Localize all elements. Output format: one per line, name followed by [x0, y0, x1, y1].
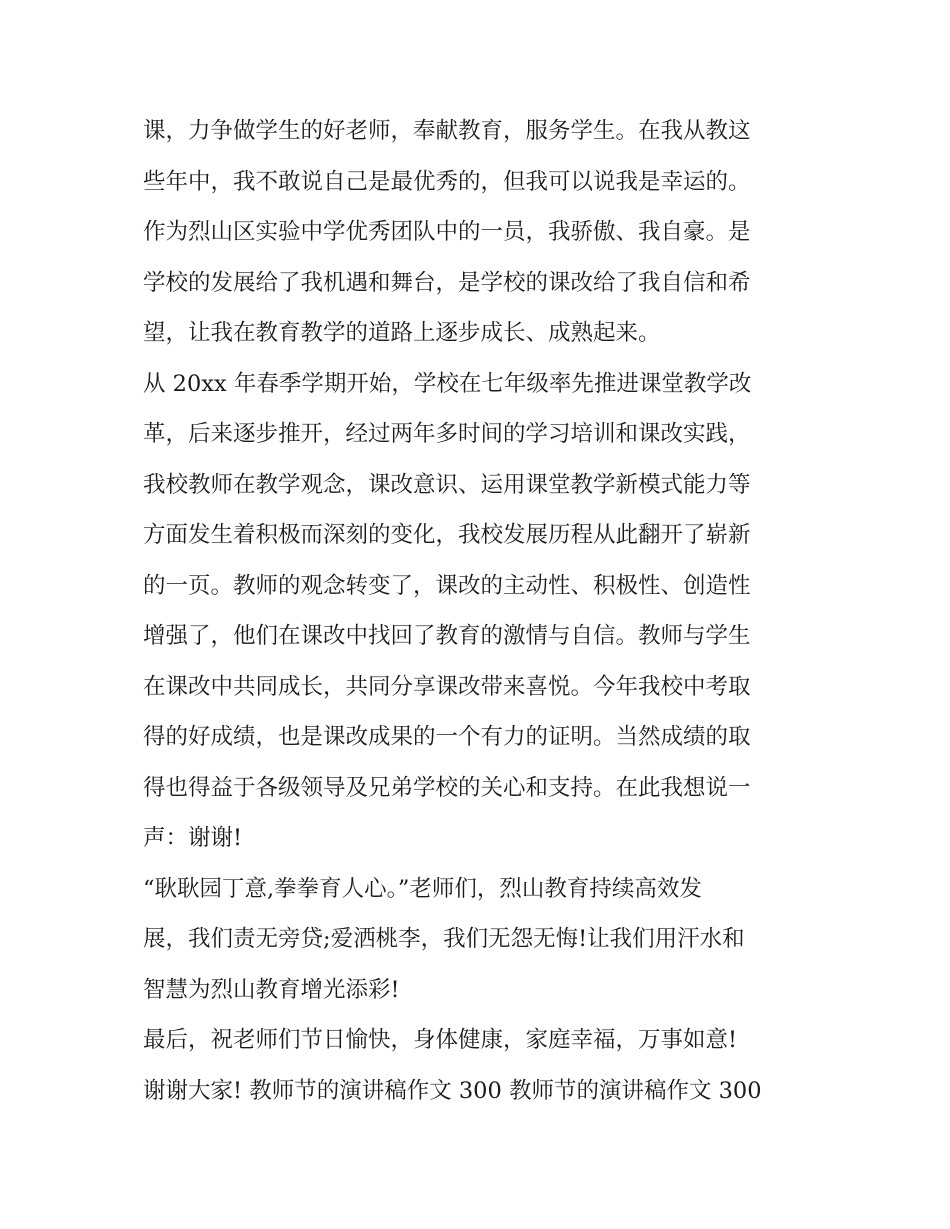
text-line: 学校的发展给了我机遇和舞台，是学校的课改给了我自信和希	[143, 269, 751, 296]
text-line: 望，让我在教育教学的道路上逐步成长、成熟起来。	[143, 320, 661, 346]
text-line: 我校教师在教学观念，课改意识、运用课堂教学新模式能力等	[143, 471, 751, 498]
text-line: 从 20xx 年春季学期开始，学校在七年级率先推进课堂教学改	[143, 370, 752, 397]
text-line: 的一页。教师的观念转变了，课改的主动性、积极性、创造性	[143, 572, 751, 599]
document-body	[143, 106, 823, 1116]
text-line: 革，后来逐步推开，经过两年多时间的学习培训和课改实践，	[143, 421, 751, 447]
text-line: 声：谢谢!	[143, 825, 243, 851]
text-line: 增强了，他们在课改中找回了教育的激情与自信。教师与学生	[143, 623, 751, 649]
text-line: 方面发生着积极而深刻的变化，我校发展历程从此翻开了崭新	[143, 522, 751, 548]
text-line: 在课改中共同成长，共同分享课改带来喜悦。今年我校中考取	[143, 673, 751, 700]
text-line: 谢谢大家! 教师节的演讲稿作文 300 教师节的演讲稿作文 300	[143, 1077, 762, 1104]
text-line: “耿耿园丁意,拳拳育人心。”老师们，烈山教育持续高效发	[143, 875, 702, 902]
text-line: 智慧为烈山教育增光添彩!	[143, 976, 400, 1003]
text-line: 最后，祝老师们节日愉快，身体健康，家庭幸福，万事如意!	[143, 1027, 738, 1053]
text-line: 得的好成绩，也是课改成果的一个有力的证明。当然成绩的取	[143, 724, 751, 750]
text-line: 些年中，我不敢说自己是最优秀的，但我可以说我是幸运的。	[143, 168, 751, 195]
text-line: 课，力争做学生的好老师，奉献教育，服务学生。在我从教这	[143, 118, 751, 144]
text-line: 得也得益于各级领导及兄弟学校的关心和支持。在此我想说一	[143, 774, 751, 801]
text-line: 展，我们责无旁贷;爱洒桃李，我们无怨无悔!让我们用汗水和	[143, 926, 745, 952]
text-line: 作为烈山区实验中学优秀团队中的一员，我骄傲、我自豪。是	[143, 219, 751, 245]
